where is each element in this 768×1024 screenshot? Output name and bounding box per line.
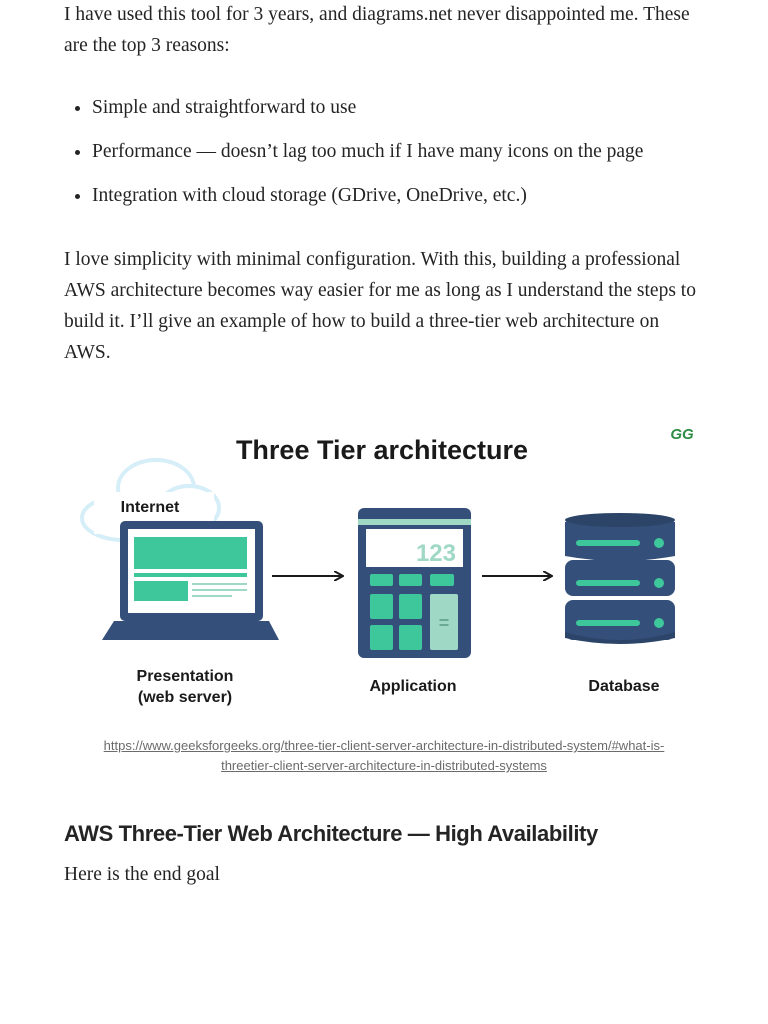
list-item: Integration with cloud storage (GDrive, OneDrive, etc.) (64, 180, 704, 224)
list-item: Simple and straightforward to use (64, 92, 704, 136)
end-goal-paragraph: Here is the end goal (64, 864, 220, 885)
cloud-label: Internet (120, 499, 180, 516)
list-item: Performance — doesn’t lag too much if I have many icons on the page (64, 136, 704, 180)
calculator-icon (358, 508, 471, 658)
geeksforgeeks-logo-icon: GG (670, 426, 694, 443)
simplicity-paragraph: I love simplicity with minimal configuration. With this, building a professional AWS architecture becomes way easier for me as long as I understand the steps to build it. I’ll give an example of how to build a three-tier web architecture on AWS. (64, 249, 696, 363)
figure-title: Three Tier architecture (235, 435, 529, 465)
laptop-icon (102, 521, 279, 640)
three-tier-architecture-figure (64, 400, 704, 720)
tier-presentation-sublabel: (web server) (137, 689, 233, 706)
tier-database-label: Database (588, 678, 660, 695)
caption-link[interactable] (104, 738, 665, 773)
figure-caption (64, 736, 704, 776)
reasons-list (64, 92, 704, 224)
section-heading: AWS Three-Tier Web Architecture — High Availability (64, 821, 598, 846)
caption-link-line2: threetier-client-server-architecture-in-distributed-systems (221, 758, 547, 773)
database-icon (565, 513, 675, 644)
calculator-equals: = (438, 613, 450, 633)
tier-application-label: Application (369, 678, 457, 695)
caption-link-line1: https://www.geeksforgeeks.org/three-tier-client-server-architecture-in-distributed-system/#what-is- (103, 738, 665, 753)
tier-presentation-label: Presentation (136, 668, 234, 685)
intro-paragraph: I have used this tool for 3 years, and diagrams.net never disappointed me. These are the top 3 reasons: (64, 4, 690, 56)
calculator-display: 123 (415, 540, 456, 567)
